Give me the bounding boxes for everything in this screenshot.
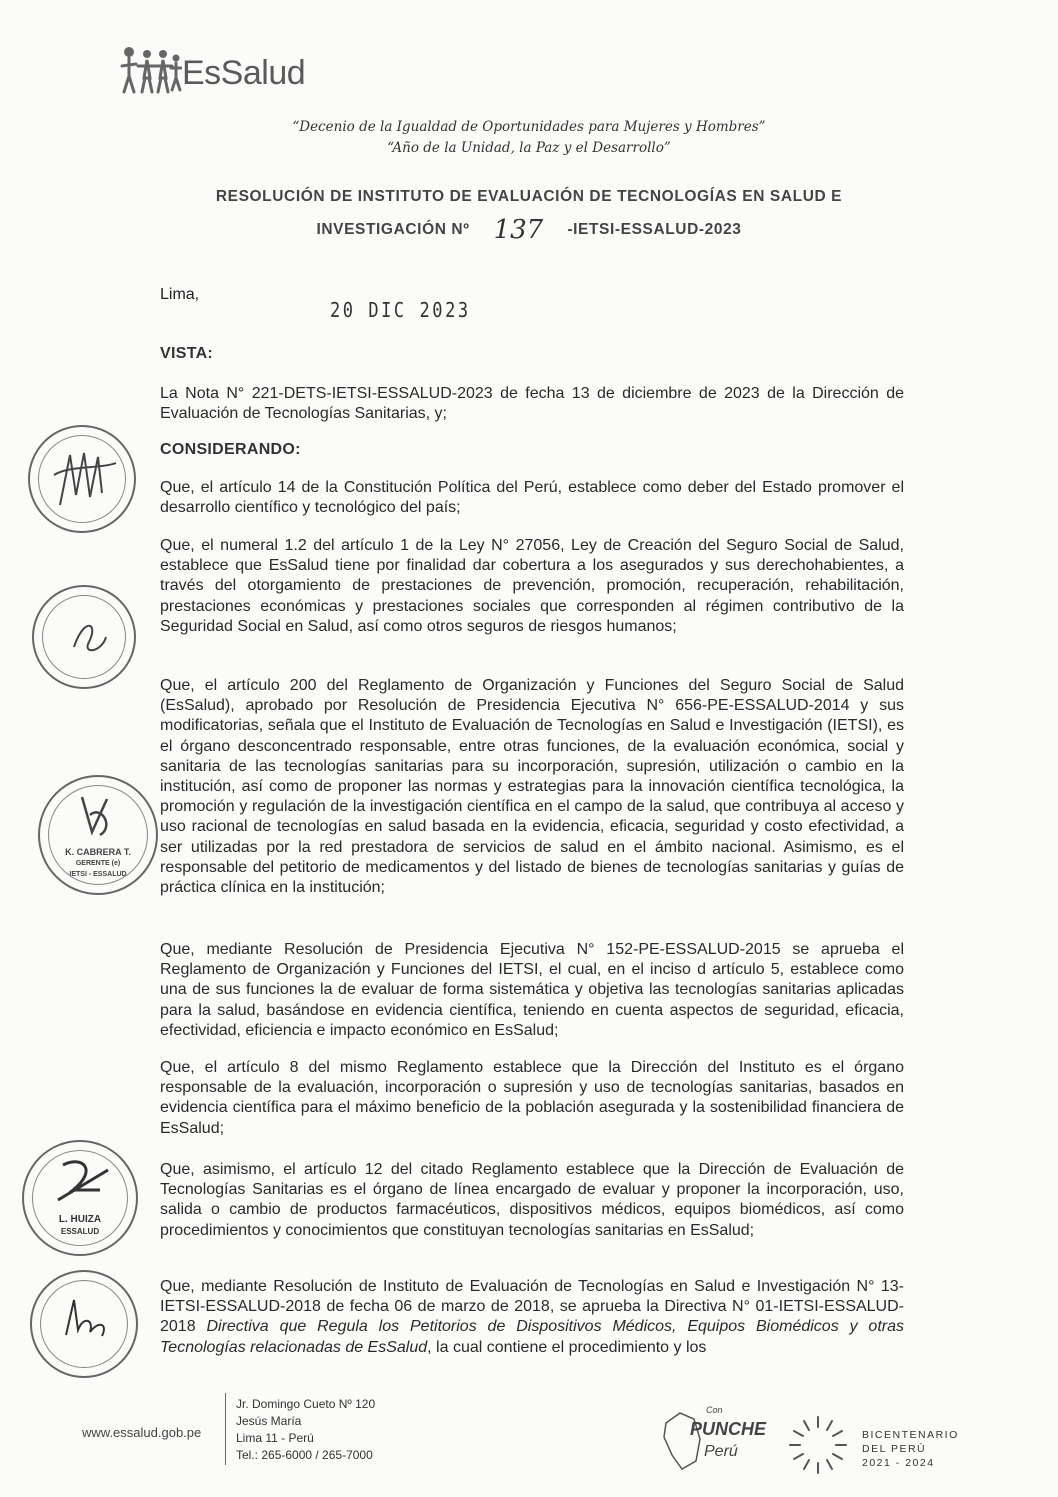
stamp-3-ring: IETSI - ESSALUD [69,871,127,878]
paragraph-7-part-2: , la cual contiene el procedimiento y los [427,1338,707,1356]
title-prefix: INVESTIGACIÓN Nº [316,221,470,238]
address-line-1: Jr. Domingo Cueto Nº 120 [236,1397,376,1411]
bicentenario-line-3: 2021 - 2024 [862,1457,935,1469]
footer-website: www.essalud.gob.pe [82,1425,202,1440]
essalud-logo [120,40,330,100]
paragraph-7 [160,1277,904,1358]
visa-stamp-5 [30,1270,138,1378]
paragraph-7-part-1: Que, mediante Resolución de Instituto de Evaluación de Tecnologías en Salud e Investigación N° 13-IETSI-ESSALUD-2018 de fecha 06 de marzo de 2018, se aprueba la Directiva N° 01-IETSI-ESSALUD-2018 [160,1278,904,1336]
place: Lima, [160,286,200,303]
decenio-line-2: “Año de la Unidad, la Paz y el Desarrollo” [387,140,671,156]
stamp-4-label [44,1214,116,1238]
decenio-header [0,117,1058,159]
paragraph-5: Que, el artículo 8 del mismo Reglamento establece que la Dirección del Instituto es el órgano responsable de la evaluación, incorporación o supresión y uso de tecnologías sanitarias, basados en evidencia científica para el máximo beneficio de la población asegurada y la sostenibilidad financiera de EsSalud; [160,1059,904,1137]
bicentenario-line-1: BICENTENARIO [862,1429,959,1441]
paragraph-7-italic: Directiva que Regula los Petitorios de Dispositivos Médicos, Equipos Biomédicos y otras Tecnologías relacionadas de EsSalud [160,1318,905,1356]
punche-peru: Perú [704,1443,738,1460]
punche-con: Con [706,1405,723,1415]
considerando-heading: CONSIDERANDO: [160,441,301,458]
document-title [0,180,1058,247]
bicentenario-text [862,1428,959,1470]
logo-text: EsSalud [182,54,306,92]
signature-3-icon [52,787,142,847]
address-line-3: Lima 11 - Perú [236,1431,314,1445]
visa-stamp-2 [32,585,136,689]
con-punche-peru-logo [660,1405,770,1475]
bicentenario-emblem-icon [786,1413,850,1477]
stamp-3-role: GERENTE (e) [75,860,121,867]
paragraph-1: Que, el artículo 14 de la Constitución Política del Perú, establece como deber del Estado promover el desarrollo científico y tecnológico del país; [160,479,904,517]
stamp-4-ring: ESSALUD [60,1227,100,1236]
address-line-2: Jesús María [236,1414,302,1428]
peru-map-icon [660,1405,770,1475]
visa-stamp-1 [28,425,136,533]
stamp-3-name: K. CABRERA T. [65,847,131,857]
bicentenario-line-2: DEL PERÚ [862,1443,927,1455]
signature-2-icon [44,597,124,677]
stamp-3-label [58,847,138,880]
family-figures-icon [120,44,182,96]
stamp-4-name: L. HUIZA [58,1214,102,1225]
punche-word: PUNCHE [690,1419,767,1439]
paragraph-6: Que, asimismo, el artículo 12 del citado Reglamento establece que la Dirección de Evaluación de Tecnologías Sanitarias es el órgano de línea encargado de evaluar y proponer la incorporación, uso, salida o cambio de productos farmacéuticos, dispositivos médicos, equipos biomédicos, así como procedimientos y conocimientos que constituyan tecnologías sanitarias en EsSalud; [160,1161,904,1239]
vista-heading: VISTA: [160,345,214,362]
visa-stamp-4 [22,1140,138,1256]
paragraph-4: Que, mediante Resolución de Presidencia Ejecutiva N° 152-PE-ESSALUD-2015 se aprueba el Reglamento de Organización y Funciones del IETSI, el cual, en el inciso d artículo 5, establece como una de sus funciones la de evaluar de forma sistemática y objetiva las tecnologías sanitarias aplicadas para la salud, basándose en evidencia científica, teniendo en cuenta aspectos de seguridad, eficacia, efectividad, eficiencia e impacto económico en EsSalud; [160,941,904,1039]
date-stamp: 20 DIC 2023 [330,298,471,322]
footer-divider [225,1393,226,1465]
signature-5-icon [44,1290,124,1350]
visa-stamp-3 [38,775,158,895]
address-line-4: Tel.: 265-6000 / 265-7000 [236,1448,373,1462]
paragraph-3: Que, el artículo 200 del Reglamento de Organización y Funciones del Seguro Social de Salud (EsSalud), aprobado por Resolución de Presidencia Ejecutiva N° 656-PE-ESSALUD-2014 y sus modificatorias, señala que el Instituto de Evaluación de Tecnologías en Salud e Investigación (IETSI), es el órgano desconcentrado responsable, entre otras funciones, de la evaluación económica, social y sanitaria de las tecnologías sanitarias para su incorporación, supresión, utilización o cambio en la institución, así como de proponer las normas y estrategias para la innovación científica tecnológica, la promoción y regulación de la investigación científica en el campo de la salud, que contribuya al acceso y uso racional de tecnologías en salud basada en la evidencia, eficacia, seguridad y costo efectividad, a ser utilizadas por la red prestadora de servicios de salud en el ámbito nacional. Asimismo, es el responsable del petitorio de medicamentos y del listado de bienes de tecnologías sanitarias y guías de práctica clínica en la institución; [160,677,904,897]
footer-address [236,1396,375,1464]
decenio-line-1: “Decenio de la Igualdad de Oportunidades para Mujeres y Hombres” [292,119,766,135]
signature-1-icon [40,435,124,523]
title-suffix: -IETSI-ESSALUD-2023 [567,221,742,238]
resolution-number: 137 [493,215,544,245]
title-line-1: RESOLUCIÓN DE INSTITUTO DE EVALUACIÓN DE TECNOLOGÍAS EN SALUD E [215,188,843,205]
signature-4-icon [38,1150,122,1212]
vista-text: La Nota N° 221-DETS-IETSI-ESSALUD-2023 de fecha 13 de diciembre de 2023 de la Dirección de Evaluación de Tecnologías Sanitarias, y; [160,385,904,423]
title-line-2 [0,213,1058,247]
paragraph-2: Que, el numeral 1.2 del artículo 1 de la Ley N° 27056, Ley de Creación del Seguro Social de Salud, establece que EsSalud tiene por finalidad dar cobertura a los asegurados y sus derechohabientes, a través del otorgamiento de prestaciones de prevención, promoción, recuperación, rehabilitación, prestaciones económicas y prestaciones sociales que corresponden al régimen contributivo de la Seguridad Social en Salud, así como otros seguros de riesgos humanos; [160,537,904,635]
